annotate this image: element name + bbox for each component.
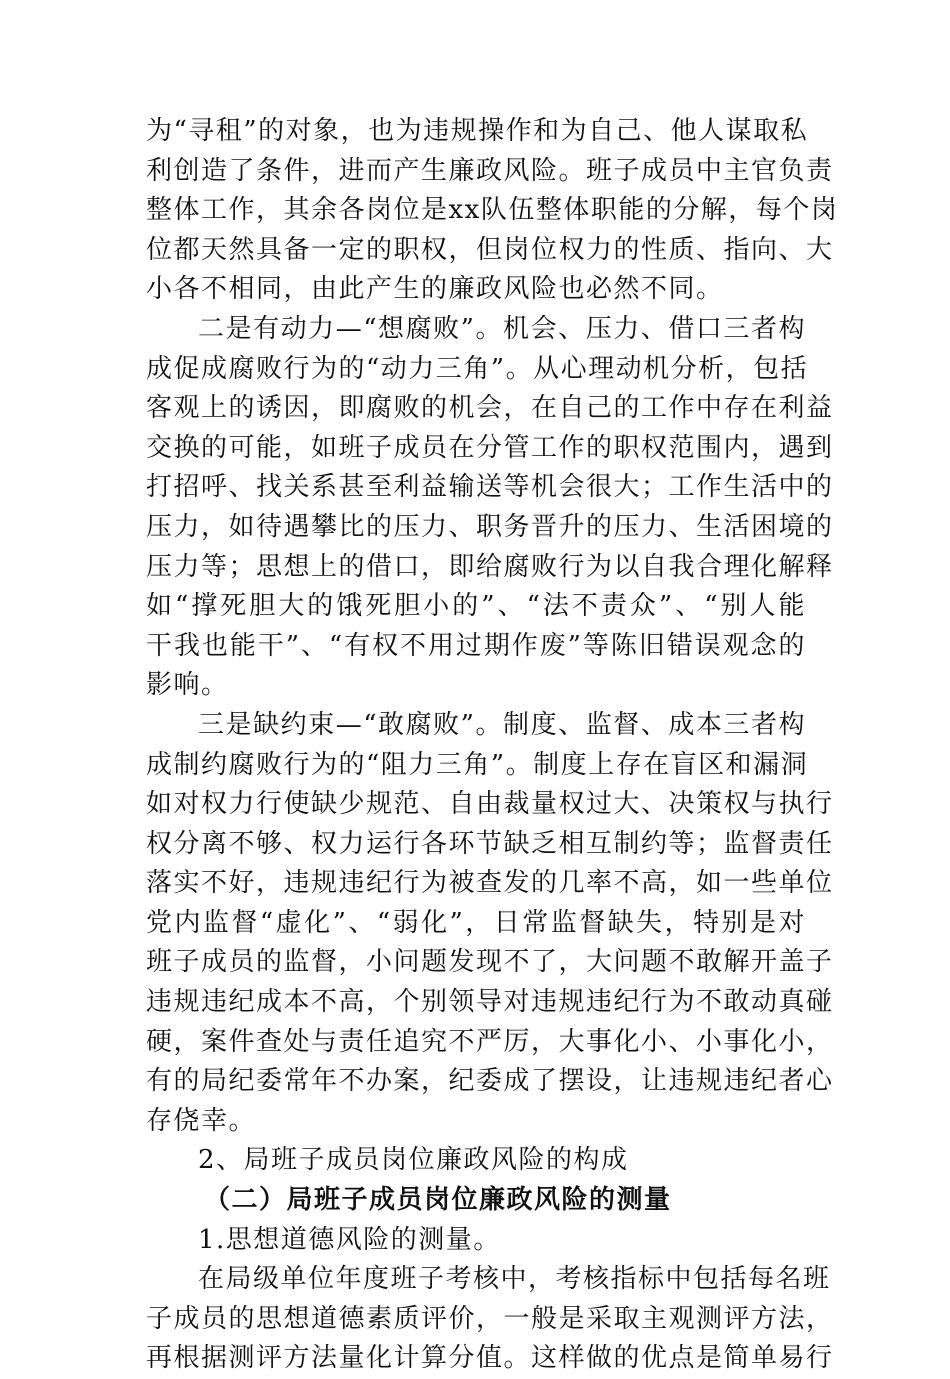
- text-line: 存侥幸。: [146, 1105, 257, 1136]
- text-line: 党内监督“虚化”、“弱化”，日常监督缺失，特别是对: [146, 907, 806, 938]
- text-line: 压力等；思想上的借口，即给腐败行为以自我合理化解释: [146, 551, 834, 582]
- section-heading-risk-measurement: （二）局班子成员岗位廉政风险的测量: [204, 1185, 672, 1216]
- paragraph-constraints: [146, 706, 834, 1142]
- text-line: 干我也能干”、“有权不用过期作废”等陈旧错误观念的: [146, 630, 806, 661]
- text-line: 子成员的思想道德素质评价，一般是采取主观测评方法，: [146, 1303, 834, 1334]
- text-line: 客观上的诱因，即腐败的机会，在自己的工作中存在利益: [146, 393, 834, 424]
- text-line: 整体工作，其余各岗位是xx队伍整体职能的分解，每个岗: [146, 195, 839, 226]
- text-line: 压力，如待遇攀比的压力、职务晋升的压力、生活困境的: [146, 511, 834, 542]
- text-line: 打招呼、找关系甚至利益输送等机会很大；工作生活中的: [146, 472, 834, 503]
- text-line: 小各不相同，由此产生的廉政风险也必然不同。: [146, 274, 724, 305]
- document-page: [146, 112, 839, 1379]
- text-line: 如对权力行使缺少规范、自由裁量权过大、决策权与执行: [146, 789, 834, 820]
- text-line: 在局级单位年度班子考核中，考核指标中包括每名班: [198, 1264, 831, 1295]
- text-line: 影响。: [146, 670, 229, 701]
- text-line: 班子成员的监督，小问题发现不了，大问题不敢解开盖子: [146, 947, 834, 978]
- text-line: 三是缺约束—“敢腐败”。制度、监督、成本三者构: [198, 709, 806, 740]
- text-line: 成促成腐败行为的“动力三角”。从心理动机分析，包括: [146, 353, 809, 384]
- text-line: 有的局纪委常年不办案，纪委成了摆设，让违规违纪者心: [146, 1066, 834, 1097]
- text-line: 为“寻租”的对象，也为违规操作和为自己、他人谋取私: [146, 116, 809, 146]
- text-line: 落实不好，违规违纪行为被查发的几率不高，如一些单位: [146, 868, 834, 899]
- paragraph-motivation: [146, 310, 834, 706]
- text-line: 成制约腐败行为的“阻力三角”。制度上存在盲区和漏洞: [146, 749, 809, 780]
- text-line: 权分离不够、权力运行各环节缺乏相互制约等；监督责任: [146, 828, 834, 859]
- paragraph-rent-seeking: [146, 112, 839, 310]
- text-line: 位都天然具备一定的职权，但岗位权力的性质、指向、大: [146, 234, 834, 265]
- subheading-risk-composition: 2、局班子成员岗位廉政风险的构成: [198, 1145, 629, 1176]
- text-line: 二是有动力—“想腐败”。机会、压力、借口三者构: [198, 313, 806, 344]
- paragraph-annual-assessment: [146, 1260, 834, 1379]
- text-line: 利创造了条件，进而产生廉政风险。班子成员中主官负责: [146, 155, 834, 186]
- text-line: 违规违纪成本不高，个别领导对违规违纪行为不敢动真碰: [146, 987, 834, 1018]
- text-line: 交换的可能，如班子成员在分管工作的职权范围内，遇到: [146, 432, 834, 463]
- text-line: 如“撑死胆大的饿死胆小的”、“法不责众”、“别人能: [146, 591, 806, 622]
- text-line: 再根据测评方法量化计算分值。这样做的优点是简单易行: [146, 1343, 834, 1374]
- subheading-moral-risk: 1.思想道德风险的测量。: [198, 1224, 501, 1255]
- text-line: 硬，案件查处与责任追究不严厉，大事化小、小事化小，: [146, 1026, 834, 1057]
